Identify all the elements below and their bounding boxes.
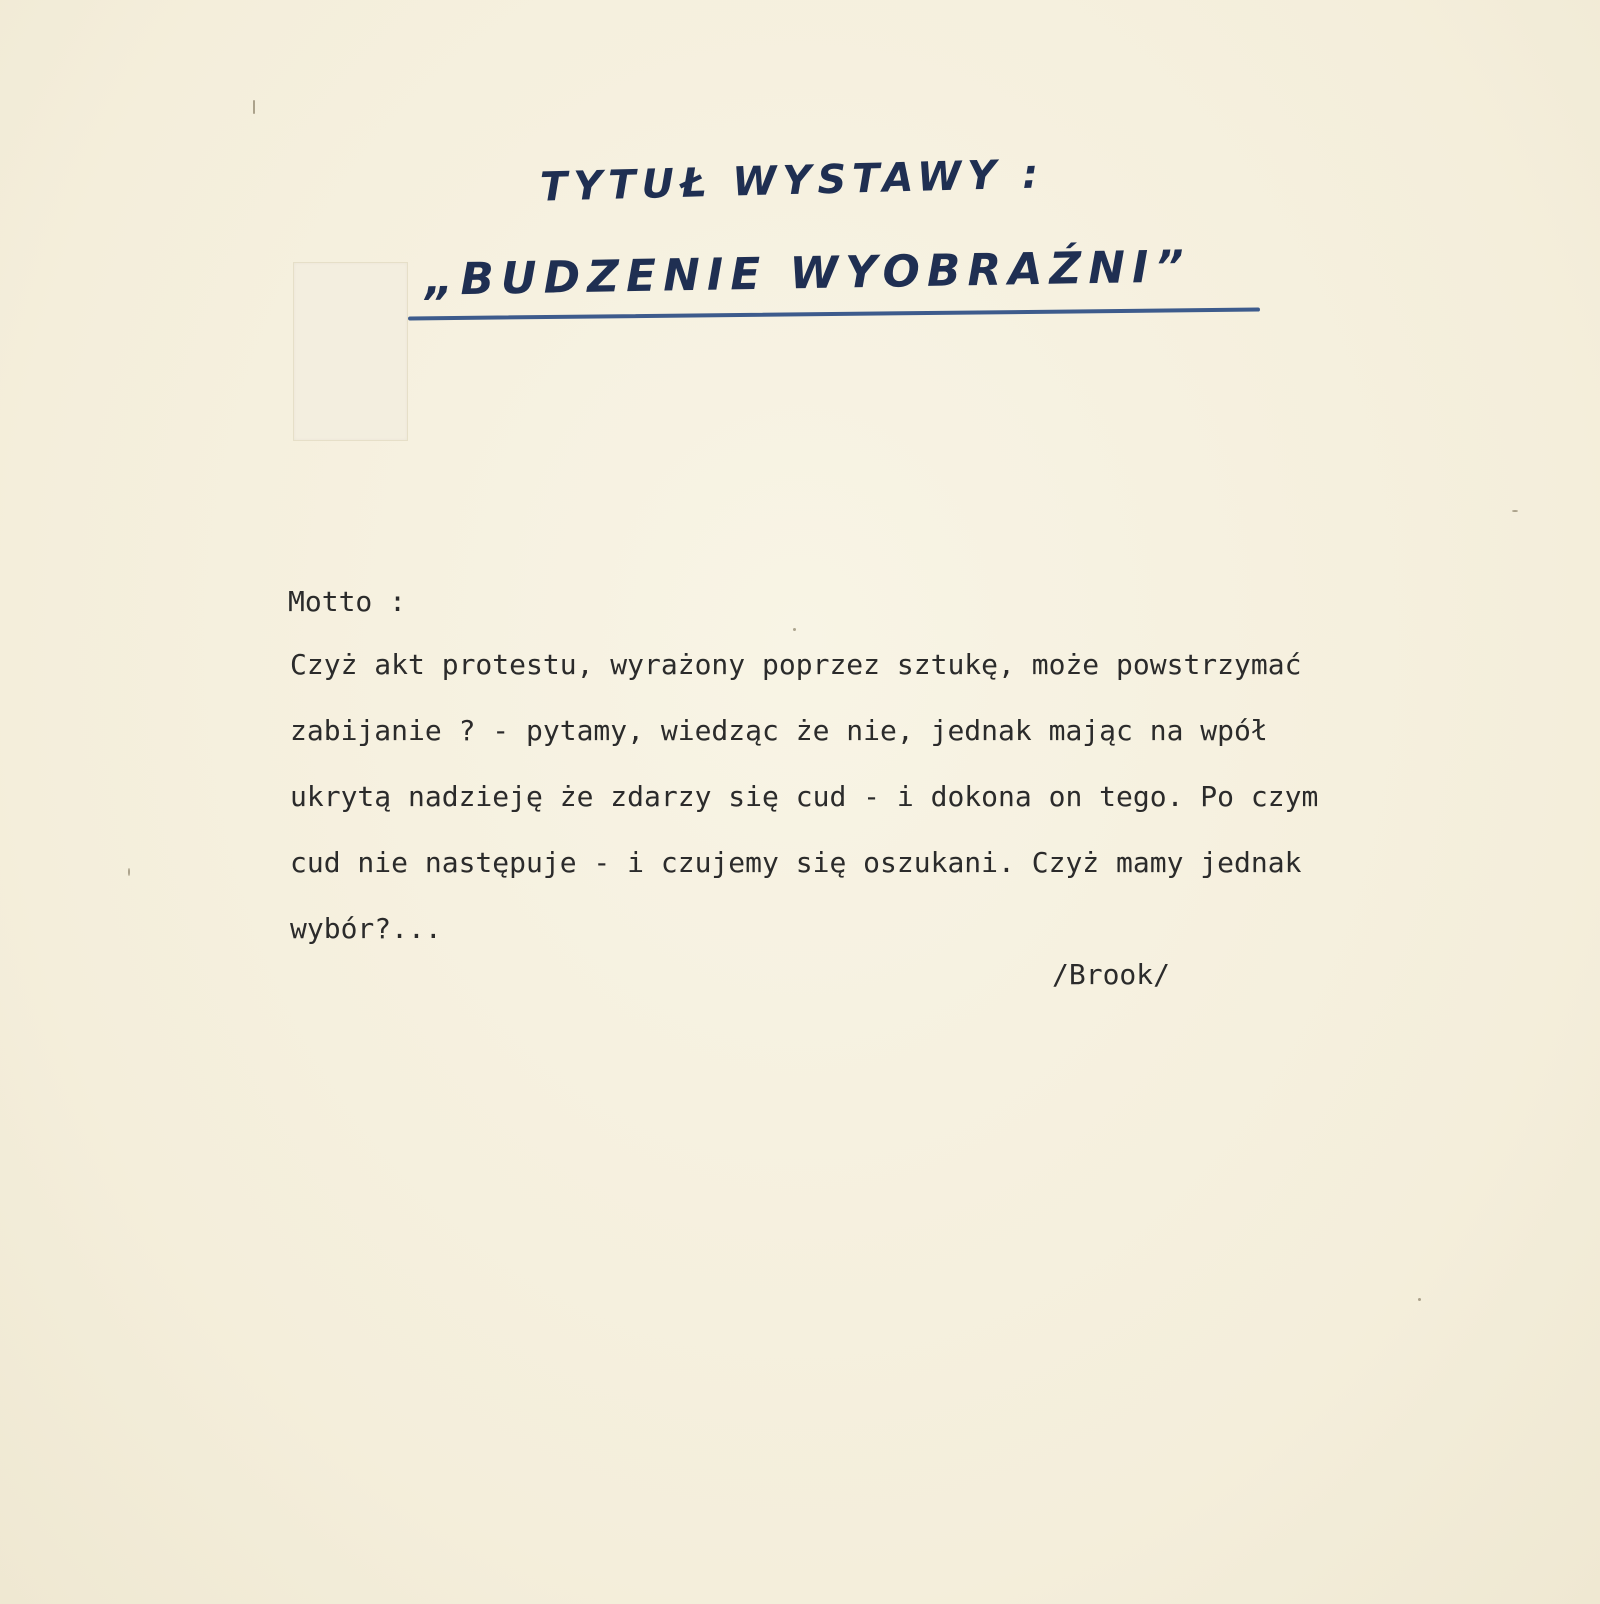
motto-text-line: ukrytą nadzieję że zdarzy się cud - i dokona on tego. Po czym [290, 780, 1319, 813]
motto-text-line: wybór?... [290, 912, 442, 945]
paper-speck [793, 628, 796, 631]
motto-signature: /Brook/ [1052, 958, 1171, 991]
paper-speck [1418, 1298, 1421, 1301]
paper-speck [1512, 510, 1518, 512]
paper-speck [128, 868, 130, 876]
paper-speck [253, 100, 255, 114]
motto-text-line: cud nie następuje - i czujemy się oszukani. Czyż mamy jednak [290, 846, 1302, 879]
motto-text-line: Czyż akt protestu, wyrażony poprzez sztukę, może powstrzymać [290, 648, 1302, 681]
exhibition-title-label: TYTUŁ WYSTAWY : [539, 151, 1045, 211]
motto-text-line: zabijanie ? - pytamy, wiedząc że nie, jednak mając na wpół [290, 714, 1268, 747]
motto-label: Motto : [288, 585, 407, 618]
pasted-paper-patch [293, 262, 408, 441]
title-underline [408, 308, 1260, 321]
exhibition-title: „BUDZENIE WYOBRAŹNI” [424, 241, 1192, 306]
